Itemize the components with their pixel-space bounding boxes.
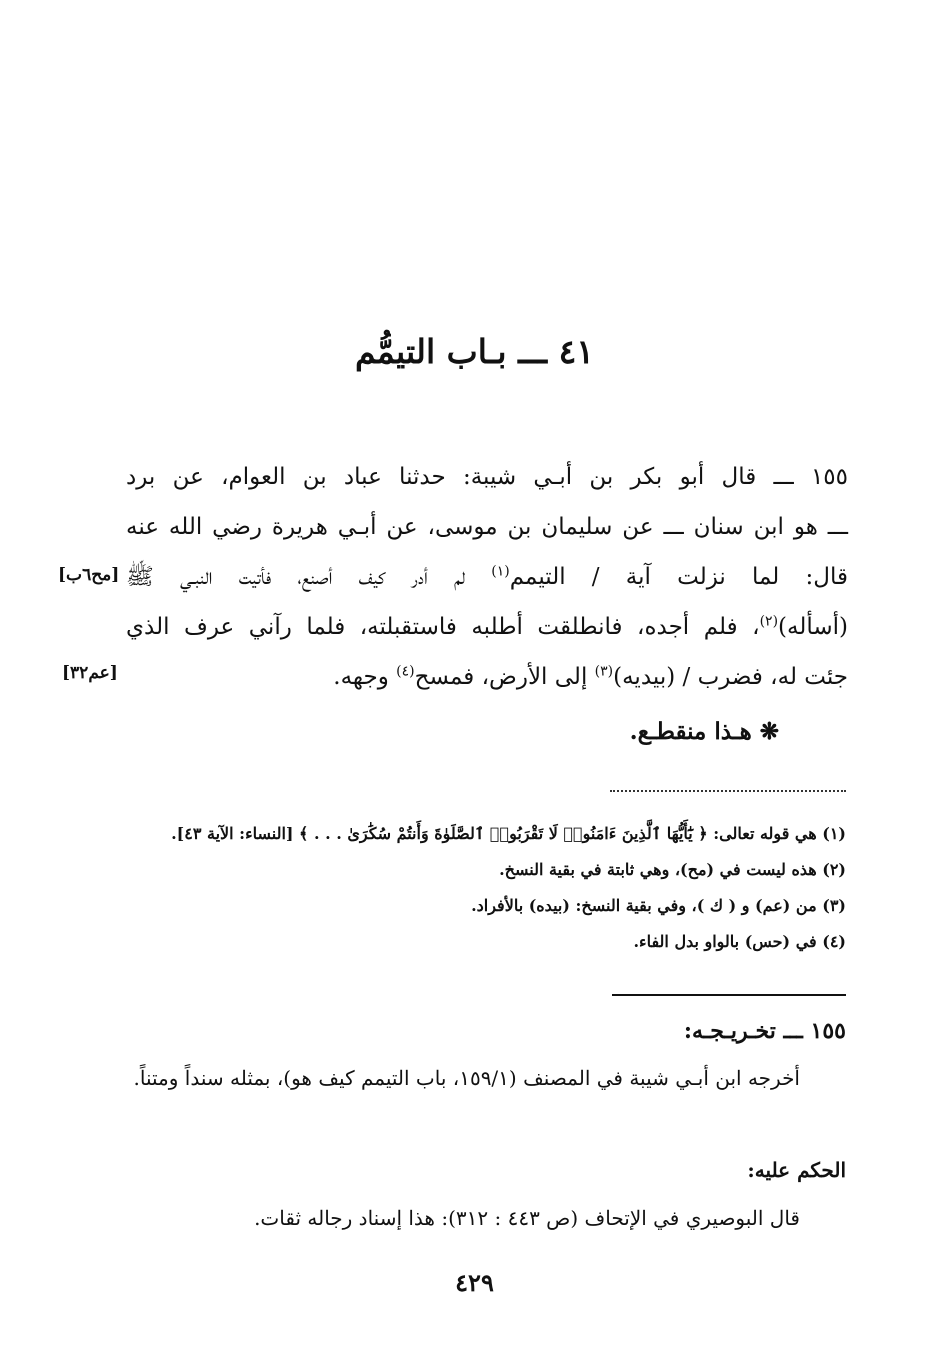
footnote-3: (٣) من (عم) و ( ك )، وفي بقية النسخ: (بيده) بالأفراد. <box>471 896 846 915</box>
page-number: ٤٢٩ <box>455 1268 494 1297</box>
hadith-line-1: ١٥٥ ـــ قال أبو بكر بن أبـي شيبة: حدثنا عباد بن العوام، عن برد <box>126 464 848 490</box>
hadith-verdict: ❋ هـذا منقطـع. <box>629 718 779 745</box>
footnote-ref-4: (٤) <box>396 663 415 680</box>
hadith-line-3-part-b: لم أدر كيف أصنع، فأتيت النبـي ﷺ <box>126 564 492 590</box>
hadith-line-5 <box>126 652 848 702</box>
takhrij-heading: ١٥٥ ـــ تخـريـجـه: <box>683 1018 846 1044</box>
hukm-text: قال البوصيري في الإتحاف (ص ٤٤٣ : ٣١٢): هذا إسناد رجاله ثقات. <box>254 1206 800 1230</box>
hadith-line-5-part-a: جئت له، فضرب / (بيديه) <box>613 664 848 690</box>
footnote-ref-3: (٣) <box>594 663 614 680</box>
hadith-line-3 <box>126 552 848 602</box>
margin-note-manuscript-am: [عم٣٢] <box>62 663 118 683</box>
hadith-line-5-part-b: إلى الأرض، فمسح <box>414 664 595 690</box>
hadith-line-2: ـــ هو ابن سنان ـــ عن سليمان بن موسى، عن أبـي هريرة رضي الله عنه <box>126 514 848 540</box>
footnote-1: (١) هي قوله تعالى: ﴿ يَٰٓأَيُّهَا ٱلَّذِينَ ءَامَنُوا۟ لَا تَقْرَبُوا۟ ٱلصَّلَوٰةَ وَأَنتُمْ سُكَٰرَىٰ . . . ﴾ [النساء: الآية ٤٣]. <box>171 824 846 843</box>
footnotes <box>126 816 846 960</box>
hadith-line-4-part-a: (أسأله) <box>778 614 848 640</box>
footnote-2: (٢) هذه ليست في (مح)، وهي ثابتة في بقية النسخ. <box>499 860 846 879</box>
hukm-heading: الحكم عليه: <box>747 1158 846 1182</box>
hadith-line-4 <box>126 602 848 652</box>
footnote-ref-2: (٢) <box>759 613 779 630</box>
footnote-ref-1: (١) <box>491 563 510 580</box>
hadith-text <box>126 452 848 702</box>
section-divider <box>612 994 846 996</box>
hadith-line-3-part-a: قال: لما نزلت آية / التيمم <box>509 564 848 590</box>
footnote-4: (٤) في (حس) بالواو بدل الفاء. <box>633 932 846 951</box>
hadith-line-5-part-c: وجهه. <box>333 664 397 690</box>
chapter-title: ٤١ ـــ بـاب التيمُّم <box>354 332 595 371</box>
footnote-separator <box>610 790 846 792</box>
margin-note-manuscript-mh: [مح٦ب] <box>58 565 120 585</box>
hadith-line-4-part-b: ، فلم أجده، فانطلقت أطلبه فاستقبلته، فلما رآني عرف الذي <box>126 614 760 640</box>
takhrij-text: أخرجه ابن أبـي شيبة في المصنف (١٥٩/١، باب التيمم كيف هو)، بمثله سنداً ومتناً. <box>133 1066 800 1090</box>
